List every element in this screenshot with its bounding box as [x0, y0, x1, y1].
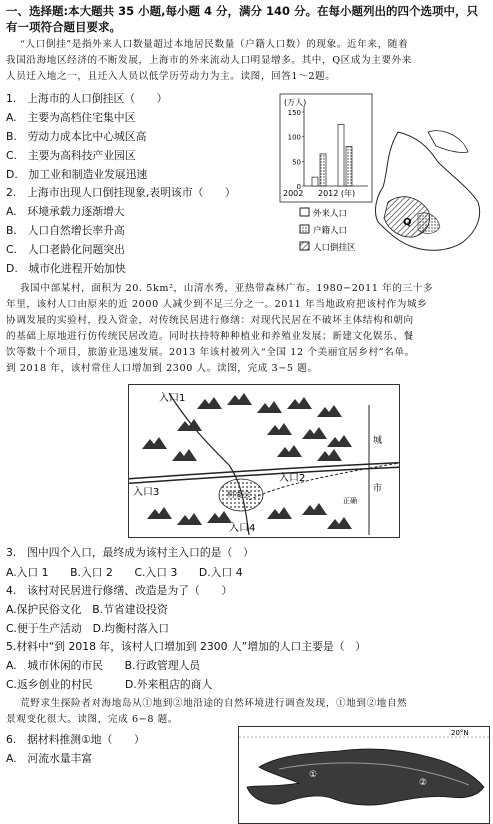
q1-option-a: A. 主要为高档住宅集中区	[6, 111, 136, 124]
mountain-icon	[227, 393, 252, 405]
chart-unit-label: (万人)	[284, 98, 307, 107]
figure-3-island-map	[238, 726, 490, 824]
q2-option-b: B. 人口自然增长率升高	[6, 224, 125, 237]
y-tick-label: 0	[296, 183, 301, 191]
entrance-2-label: 入口2	[279, 473, 306, 484]
q1-option-d: D. 加工业和制造业发展迅速	[6, 168, 148, 181]
map-label-small: 正确	[343, 497, 357, 505]
q5-options-ab: A. 城市休闲的市民 B.行政管理人员	[6, 659, 201, 672]
q6-option-a: A. 河流水量丰富	[6, 752, 93, 765]
mountain-icon	[317, 405, 342, 417]
q5-options-cd: C.返乡创业的村民 D.外来租店的商人	[6, 678, 213, 691]
mountain-icon	[147, 507, 172, 519]
mountain-icon	[177, 513, 202, 525]
mountain-icon	[302, 427, 327, 439]
marker-1: ①	[309, 770, 318, 780]
y-tick-label: 150	[287, 109, 301, 117]
legend-migrant: 外来人口	[313, 209, 348, 219]
passage2-line1: 我国中部某村，面积为 20. 5km²，山清水秀，亚热带森林广布。1980−2011 年的三十多	[20, 283, 434, 294]
mountain-icon	[267, 507, 292, 519]
y-tick-label: 50	[292, 158, 301, 167]
mountain-icon	[287, 397, 312, 409]
passage3-line2: 景观变化很大。读图，完成 6−8 题。	[6, 714, 179, 725]
marker-2: ②	[419, 778, 428, 788]
legend-inverted: 人口倒挂区	[313, 243, 356, 253]
city-label-2: 市	[373, 484, 383, 494]
mountain-icon	[317, 449, 342, 461]
passage1-line3: 人员迁入地之一，且迁入人员以低学历劳动力为主。读图，回答1～2题。	[6, 71, 336, 82]
mountain-icon	[257, 401, 282, 413]
q4-options-cd: C.便于生产活动 D.均衡村落入口	[6, 622, 170, 635]
section-title-line2: 有一项符合题目要求。	[6, 20, 121, 34]
mountain-icon	[277, 445, 302, 457]
question-5: 5.材料中“到 2018 年，该村人口增加到 2300 人”增加的人口主要是（ ）	[6, 640, 367, 653]
legend-registered: 户籍人口	[313, 226, 348, 236]
passage2-line4: 的基础上原地进行仿传统民居改造。同时扶持特种种植业和养殖业发展；新建文化娱乐、餐	[6, 331, 414, 342]
mountain-icon	[207, 511, 232, 523]
passage2-line2: 年里，该村人口由原来的近 2000 人减少到不足三分之一。2011 年当地政府把该村作为城乡	[6, 299, 428, 310]
mountain-icon	[302, 503, 327, 515]
y-tick-label: 100	[287, 133, 301, 142]
passage2-line3: 协调发展的实验村，投入资金，对传统民居进行修缮：对现代民居在不破坏主体结构和朝向	[6, 315, 414, 326]
city-label-1: 城	[373, 436, 383, 446]
figure-2-village-map	[128, 384, 400, 538]
bar-2012-1	[346, 147, 352, 186]
mountain-icon	[172, 449, 197, 461]
q2-option-d: D. 城市化进程开始加快	[6, 262, 126, 275]
entrance-3-label: 入口3	[133, 487, 160, 498]
mountain-icon	[327, 517, 352, 529]
q4-options-ab: A.保护民俗文化 B.节省建设投资	[6, 603, 168, 616]
passage2-line5: 饮等数十个项目，旅游业迅速发展。2013 年该村被列入“全国 12 个美丽宜居乡村”名单。	[6, 347, 415, 358]
island-shape	[247, 749, 484, 805]
question-3: 3. 图中四个入口，最终成为该村主入口的是（ ）	[6, 546, 254, 559]
mountain-icon	[267, 423, 292, 435]
mountain-icon	[327, 435, 352, 447]
q1-option-c: C. 主要为高科技产业园区	[6, 149, 136, 162]
x-label-2002: 2002	[283, 189, 304, 198]
question-1: 1. 上海市的人口倒挂区（ ）	[6, 92, 168, 105]
region-q-label: Q	[403, 217, 412, 228]
bar-2012-0	[338, 124, 344, 186]
q3-options: A.入口 1 B.入口 2 C.入口 3 D.入口 4	[6, 566, 243, 579]
mountain-icon	[197, 397, 222, 409]
q1-option-b: B. 劳动力成本比中心城区高	[6, 130, 147, 143]
question-6: 6. 据材料推测①地（ ）	[6, 733, 145, 746]
passage2-line6: 到 2018 年，该村常住人口增加到 2300 人。读图，完成 3−5 题。	[6, 363, 318, 374]
passage3-line1: 荒野求生探险者对海地岛从①地到②地沿途的自然环境进行调查发现，①地到②地自然	[20, 698, 408, 709]
village-committee-label: 村委会	[227, 490, 251, 499]
entrance-4-label: 入口4	[229, 523, 256, 534]
mountain-icon	[177, 419, 202, 431]
figure-1	[278, 92, 488, 272]
bar-2002-1	[320, 154, 326, 186]
passage1-line2: 我国沿海地区经济的不断发展，上海市的外来流动人口明显增多。其中，Q区成为主要外来	[6, 55, 413, 66]
question-4: 4. 该村对民居进行修缮、改造是为了（ ）	[6, 584, 233, 597]
entrance-1-label: 入口1	[159, 393, 186, 404]
section-title-line1: 一、选择题:本大题共 35 小题,每小题 4 分，满分 140 分。在每小题列出的四个选项中，只	[6, 4, 478, 18]
q2-option-a: A. 环境承载力逐渐增大	[6, 205, 125, 218]
q2-option-c: C. 人口老龄化问题突出	[6, 243, 125, 256]
passage1-line1: “人口倒挂”是指外来人口数量超过本地居民数量（户籍人口数）的现象。近年来，随着	[20, 39, 409, 50]
question-2: 2. 上海市出现人口倒挂现象,表明该市（ ）	[6, 186, 236, 199]
x-label-2012: 2012 (年)	[318, 189, 356, 198]
latitude-label: 20°N	[451, 729, 469, 737]
bar-2002-0	[312, 177, 318, 186]
mountain-icon	[142, 437, 167, 449]
